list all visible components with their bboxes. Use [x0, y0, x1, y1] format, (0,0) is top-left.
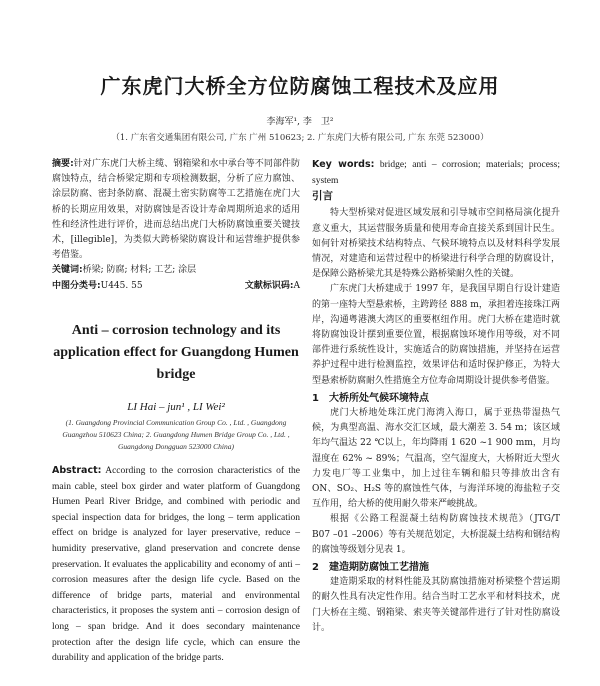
abstract-en-label: Abstract:: [52, 465, 102, 477]
english-affiliation: (1. Guangdong Provincial Communication Group Co. , Ltd. , Guangdong Guangzhou 510623 China; 2. Guangdong Humen Bridge Group Co. , Ltd. , Guangdong Dongguan 523000 China): [62, 418, 290, 452]
abstract-cn-label: 摘要:: [52, 159, 74, 169]
english-title: Anti – corrosion technology and its application effect for Guangdong Humen bridge: [53, 322, 299, 382]
keywords-en-label: Key words:: [312, 159, 375, 170]
paper-title: 广东虎门大桥全方位防腐蚀工程技术及应用: [100, 74, 500, 98]
section-2-heading: [312, 560, 560, 575]
right-column: [312, 157, 560, 636]
keywords-en-text: bridge; anti – corrosion; materials; process; system: [312, 160, 561, 186]
intro-paragraph-2: 广东虎门大桥建成于 1997 年，是我国早期自行设计建造的第一座特大型悬索桥，主跨跨径 888 m，承担着连接珠江两岸，沟通粤港澳大湾区的重要枢纽作用。虎门大桥在建造时就将防腐蚀设计摆到重要位置，根据腐蚀环境作用等级，对不同部件进行系统性设计，实施适合的防腐蚀措施，并坚持在运营养护过程中进行检测监控，效果评估和适时保护修正，为特大型悬索桥防腐耐久性措施全方位寿命周期设计提供参考借鉴。: [312, 284, 560, 386]
affiliation-cn: （1. 广东省交通集团有限公司, 广东 广州 510623; 2. 广东虎门大桥有限公司, 广东 东莞 523000）: [111, 133, 489, 143]
docid-cn-text: A: [293, 280, 300, 291]
keywords-cn-label: 关键词:: [52, 265, 83, 276]
section-2-title: 建造期防腐蚀工艺措施: [328, 562, 429, 574]
abstract-cn: [52, 157, 300, 263]
abstract-cn-text: 针对广东虎门大桥主缆、钢箱梁和水中承台等不同部件防腐蚀特点，结合桥梁定期和专项检测数据，分析了应力腐蚀、涂层防腐、密封条防腐、混凝土密实防腐等工艺措施在虎门大桥的长期应用效果，对防腐蚀是否设计寿命周期所追求的适用性和经济性进行评价，进而总结出虎门大桥防腐蚀重要关键技术，[illegible]，为类似大跨桥梁防腐设计和运营维护提供参考借鉴。: [52, 159, 300, 261]
docid-cn-label: 文献标识码:: [244, 280, 294, 291]
section-2-number: 2: [312, 562, 319, 574]
section-2-paragraph-1: 建造期采取的材料性能及其防腐蚀措施对桥梁整个营运期的耐久性具有决定性作用。结合当时工艺水平和材料技术，虎门大桥在主缆、钢箱梁、索夹等关键部件进行了针对性防腐设计。: [312, 577, 560, 633]
section-1-number: 1: [312, 392, 319, 404]
english-authors: LI Hai – jun¹ , LI Wei²: [127, 400, 225, 413]
section-1-paragraph-2: 根据《公路工程混凝土结构防腐蚀技术规范》（JTG/T B07 –01 –2006）等有关规范划定，大桥混凝土结构和钢结构的腐蚀等级划分见表 1。: [312, 514, 560, 555]
left-column: [52, 157, 300, 667]
docid-cn: [245, 279, 300, 294]
keywords-cn: [52, 263, 300, 278]
keywords-cn-text: 桥梁; 防腐; 材料; 工艺; 涂层: [82, 265, 197, 276]
section-1-paragraph-1: 虎门大桥地处珠江虎门海湾入海口，属于亚热带湿热气候，为典型高温、海水交汇区域，最大潮差 3. 54 m；该区域年均气温达 22 ℃以上，年均降雨 1 620 ~1 900 mm，月均湿度在 62% ~ 89%；气温高，空气湿度大，大桥附近大型火力发电厂等工业集中，加上过往车辆和船只等排放出含有 ON、SO₂、H₂S 等的腐蚀性气体，与海洋环境的海盐粒子交互作用，给大桥的使用耐久带来严峻挑战。: [312, 408, 560, 510]
abstract-en: [52, 463, 300, 667]
class-cn: [52, 279, 143, 294]
keywords-en: [312, 157, 560, 189]
section-1-heading: [312, 391, 560, 406]
authors-cn: 李海军¹, 李 卫²: [266, 117, 334, 127]
section-1-title: 大桥所处气候环境特点: [328, 392, 429, 404]
class-cn-label: 中图分类号:: [52, 280, 101, 291]
abstract-en-text: According to the corrosion characteristics of the main cable, steel box girder and water platform of Guangdong Humen Pearl River Bridge, and combined with periodic and special inspection data for bridges, the long – term application effect on bridge is analyzed for layer preservative, reduce – humidity preservative, gland preservation and concrete dense preservation. It evaluates the applicability and economy of anti – corrosion measures after the design life cycle. Based on the difference of bridge parts, material and environmental characteristics, it proposes the system anti – corrosion design of long – span bridge. And it does secondary maintenance protection after the design life cycle, which can ensure the durability and application of the bridge parts.: [52, 466, 300, 664]
intro-heading: 引言: [312, 190, 333, 203]
classification-row: [52, 279, 300, 294]
intro-paragraph-1: 特大型桥梁对促进区域发展和引导城市空间格局演化提升意义重大，其运营服务质量和使用寿命直接关系到国计民生。如何针对桥梁技术结构特点、气候环境特点以及材料科学发展情况，对建造和运营过程中的桥梁进行科学合理的防腐设计，是保障公路桥梁尤其是特殊公路桥梁耐久性的关键。: [312, 208, 560, 280]
class-cn-text: U445. 55: [100, 280, 143, 291]
